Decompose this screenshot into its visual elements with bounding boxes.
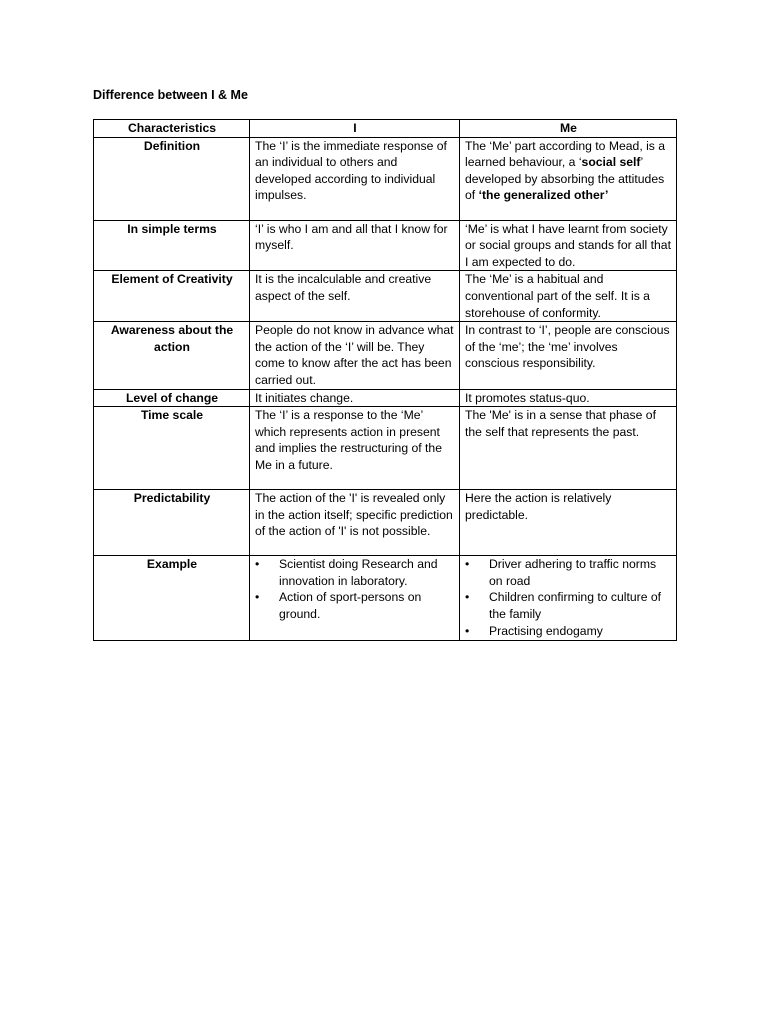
characteristic-cell: Level of change [94, 389, 250, 407]
me-example-list [465, 556, 672, 639]
table-row-level-of-change [94, 389, 677, 407]
i-cell [250, 556, 460, 641]
me-cell: It promotes status-quo. [460, 389, 677, 407]
me-cell: The 'Me' is in a sense that phase of the self that represents the past. [460, 407, 677, 490]
table-header-row [94, 120, 677, 138]
page-title: Difference between I & Me [93, 88, 248, 102]
characteristic-cell: Predictability [94, 490, 250, 556]
i-cell: People do not know in advance what the action of the ‘I’ will be. They come to know after the act has been carried out. [250, 322, 460, 389]
i-cell: It is the incalculable and creative aspect of the self. [250, 271, 460, 322]
me-cell [460, 137, 677, 220]
characteristic-cell: Example [94, 556, 250, 641]
i-cell: It initiates change. [250, 389, 460, 407]
me-cell [460, 556, 677, 641]
list-item: • Children confirming to culture of the family [465, 589, 672, 622]
header-me: Me [460, 120, 677, 138]
comparison-table [93, 119, 677, 641]
me-cell: In contrast to ‘I’, people are conscious of the ‘me’; the ‘me’ involves conscious responsibility. [460, 322, 677, 389]
list-item: • Practising endogamy [465, 623, 672, 640]
me-cell: The ‘Me’ is a habitual and conventional part of the self. It is a storehouse of conformity. [460, 271, 677, 322]
me-text: The ‘Me’ part according to Mead, is a learned behaviour, a ‘ [465, 138, 666, 170]
characteristic-cell: Element of Creativity [94, 271, 250, 322]
characteristic-cell: Time scale [94, 407, 250, 490]
me-cell: ‘Me’ is what I have learnt from society or social groups and stands for all that I am expected to do. [460, 220, 677, 271]
me-bold-text: social self [581, 155, 641, 170]
characteristic-cell: Awareness about the action [94, 322, 250, 389]
list-item: • Driver adhering to traffic norms on road [465, 556, 672, 589]
i-cell: The action of the 'I' is revealed only in the action itself; specific prediction of the action of 'I' is not possible. [250, 490, 460, 556]
i-cell: ‘I’ is who I am and all that I know for myself. [250, 220, 460, 271]
table-row-predictability [94, 490, 677, 556]
me-text: ’ developed by absorbing the attitudes of [465, 155, 665, 203]
header-characteristics: Characteristics [94, 120, 250, 138]
me-bold-text: ‘the generalized other’ [478, 188, 609, 203]
list-item: • Action of sport-persons on ground. [255, 589, 455, 622]
table-row-definition [94, 137, 677, 220]
table-row-creativity [94, 271, 677, 322]
table-row-time-scale [94, 407, 677, 490]
table-row-awareness [94, 322, 677, 389]
i-cell: The ‘I’ is a response to the ‘Me’ which represents action in present and implies the restructuring of the Me in a future. [250, 407, 460, 490]
table-row-simple-terms [94, 220, 677, 271]
table-row-example [94, 556, 677, 641]
header-i: I [250, 120, 460, 138]
i-cell: The ‘I’ is the immediate response of an individual to others and developed according to individual impulses. [250, 137, 460, 220]
me-cell: Here the action is relatively predictable. [460, 490, 677, 556]
i-example-list [255, 556, 455, 622]
characteristic-cell: In simple terms [94, 220, 250, 271]
list-item: • Scientist doing Research and innovation in laboratory. [255, 556, 455, 589]
characteristic-cell: Definition [94, 137, 250, 220]
